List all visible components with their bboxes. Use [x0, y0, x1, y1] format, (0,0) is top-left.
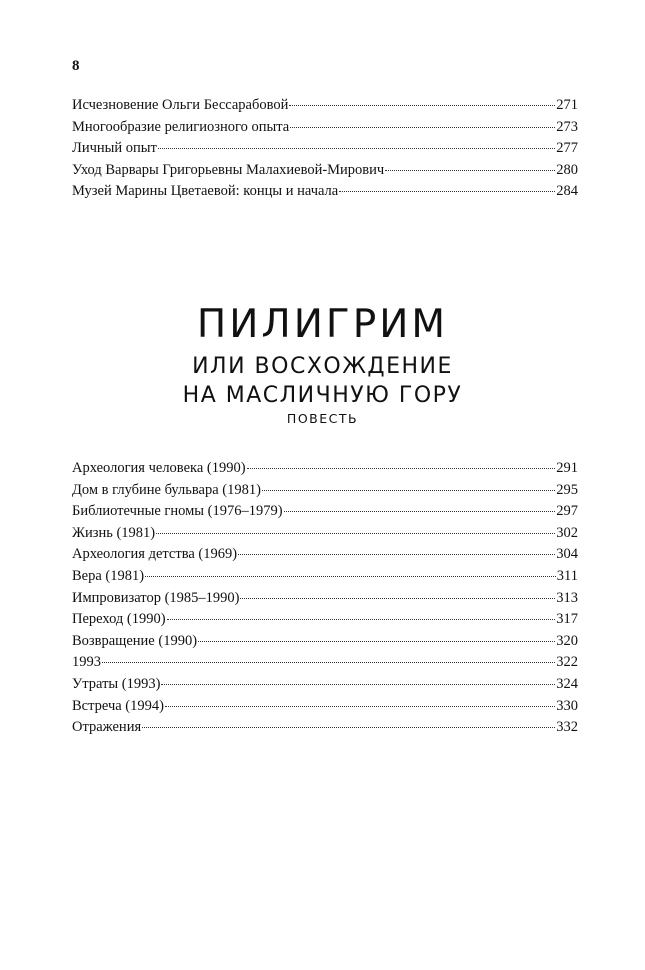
toc-entry[interactable] [72, 717, 578, 739]
toc-entry-page: 311 [556, 567, 578, 584]
toc-entry-page: 273 [556, 118, 578, 135]
section-subtitle-line-2: НА МАСЛИЧНУЮ ГОРУ [182, 383, 463, 408]
toc-leader-dots [290, 127, 555, 128]
toc-entry-title: Импровизатор (1985–1990) [72, 589, 240, 606]
toc-leader-dots [102, 662, 555, 663]
toc-entry[interactable] [72, 631, 578, 653]
toc-leader-dots [289, 105, 555, 106]
toc-entry-page: 313 [556, 589, 578, 606]
toc-entry-page: 302 [556, 524, 578, 541]
toc-entry-title: Возвращение (1990) [72, 632, 198, 649]
toc-leader-dots [156, 533, 555, 534]
toc-entry-page: 271 [556, 97, 578, 113]
toc-leader-dots [167, 619, 556, 620]
toc-entry-page: 284 [556, 183, 578, 200]
toc-entry-page: 297 [556, 503, 578, 520]
toc-list-bottom [72, 458, 578, 739]
toc-entry[interactable] [72, 117, 578, 139]
toc-leader-dots [240, 598, 555, 599]
toc-leader-dots [145, 576, 556, 577]
toc-entry[interactable] [72, 160, 578, 182]
toc-entry[interactable] [72, 544, 578, 566]
toc-entry-page: 322 [556, 654, 578, 671]
toc-entry-title: Библиотечные гномы (1976–1979) [72, 503, 283, 520]
toc-entry-title: 1993 [72, 654, 101, 671]
toc-entry-title: Утраты (1993) [72, 675, 161, 692]
toc-entry-title: Отражения [72, 719, 142, 736]
toc-entry[interactable] [72, 458, 578, 480]
toc-entry-title: Вера (1981) [72, 567, 145, 584]
toc-entry-title: Уход Варвары Григорьевны Малахиевой-Мирович [72, 161, 385, 178]
toc-leader-dots [158, 148, 555, 149]
toc-entry-page: 332 [556, 719, 578, 736]
toc-entry[interactable] [72, 138, 578, 160]
toc-entry-page: 324 [556, 675, 578, 692]
page-number: 8 [72, 58, 80, 74]
toc-leader-dots [165, 706, 555, 707]
section-subtitle-line-1: ИЛИ ВОСХОЖДЕНИЕ [192, 354, 453, 379]
toc-leader-dots [339, 191, 555, 192]
toc-entry-title: Жизнь (1981) [72, 524, 156, 541]
toc-entry[interactable] [72, 480, 578, 502]
toc-leader-dots [198, 641, 555, 642]
toc-entry-title: Переход (1990) [72, 611, 166, 628]
toc-leader-dots [247, 468, 556, 469]
toc-entry[interactable] [72, 95, 578, 117]
section-genre-label: ПОВЕСТЬ [286, 411, 359, 426]
toc-entry-title: Исчезновение Ольги Бессарабовой [72, 97, 289, 113]
toc-leader-dots [385, 170, 555, 171]
toc-entry-page: 304 [556, 546, 578, 563]
toc-leader-dots [284, 511, 556, 512]
toc-entry-page: 320 [556, 632, 578, 649]
toc-entry[interactable] [72, 696, 578, 718]
toc-entry-page: 280 [556, 161, 578, 178]
toc-entry[interactable] [72, 523, 578, 545]
toc-entry[interactable] [72, 609, 578, 631]
toc-entry[interactable] [72, 652, 578, 674]
toc-entry-title: Многообразие религиозного опыта [72, 118, 290, 135]
toc-entry-page: 277 [556, 140, 578, 157]
toc-entry[interactable] [72, 181, 578, 203]
toc-entry-page: 291 [556, 460, 578, 476]
toc-entry[interactable] [72, 501, 578, 523]
toc-entry-page: 295 [556, 481, 578, 498]
toc-leader-dots [142, 727, 555, 728]
toc-entry-title: Археология человека (1990) [72, 460, 246, 476]
toc-leader-dots [161, 684, 555, 685]
toc-entry-page: 317 [556, 611, 578, 628]
section-title: ПИЛИГРИМ [196, 302, 449, 347]
toc-entry-title: Археология детства (1969) [72, 546, 238, 563]
toc-entry-page: 330 [556, 697, 578, 714]
toc-entry-title: Личный опыт [72, 140, 157, 157]
toc-leader-dots [238, 554, 555, 555]
toc-list-top [72, 95, 578, 203]
toc-entry-title: Встреча (1994) [72, 697, 164, 714]
toc-entry-title: Музей Марины Цветаевой: концы и начала [72, 183, 339, 200]
toc-entry[interactable] [72, 588, 578, 610]
toc-entry[interactable] [72, 674, 578, 696]
toc-entry[interactable] [72, 566, 578, 588]
toc-leader-dots [262, 490, 555, 491]
toc-entry-title: Дом в глубине бульвара (1981) [72, 481, 261, 498]
